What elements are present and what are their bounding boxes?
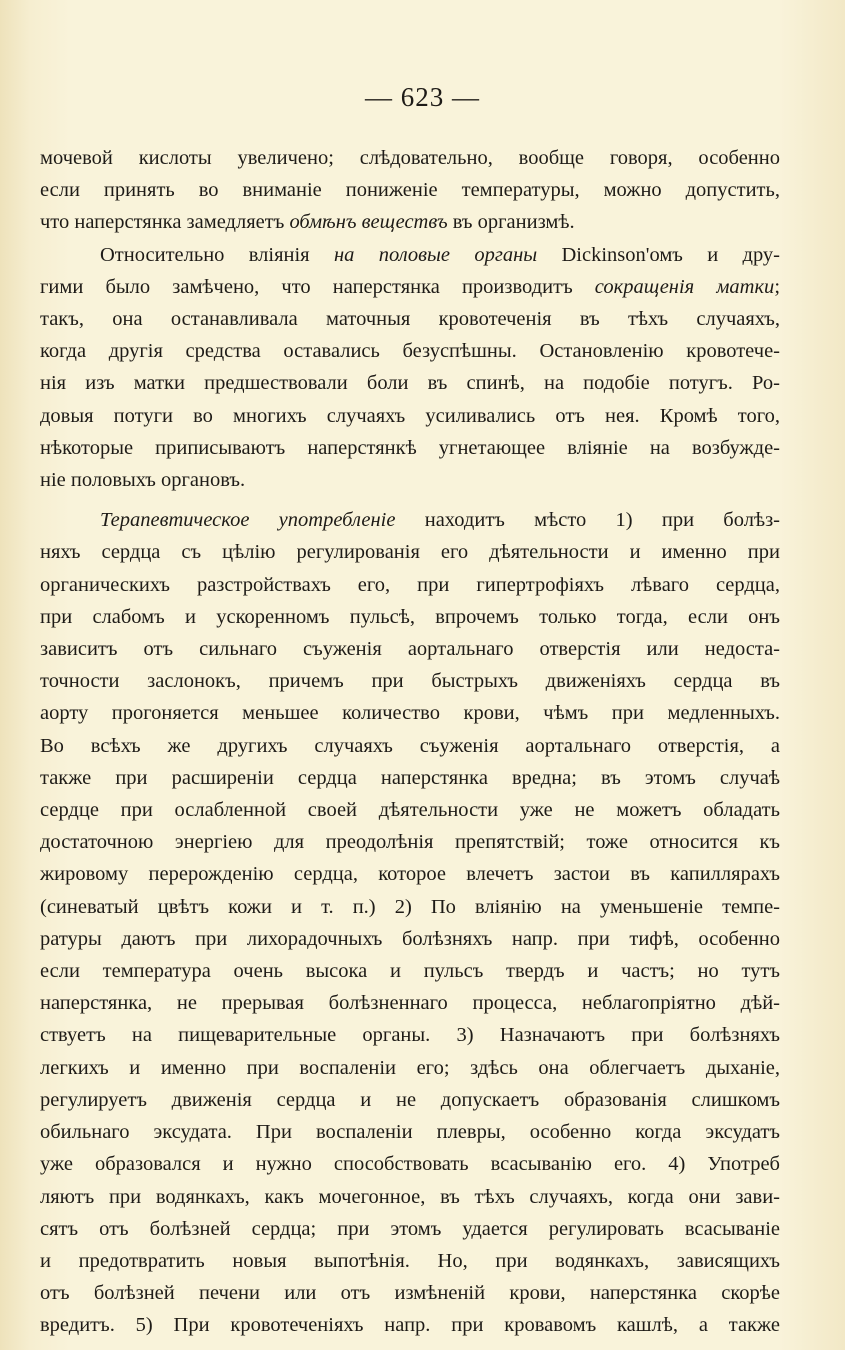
text-line: ратуры даютъ при лихорадочныхъ болѣзняхъ напр. при тифѣ, особенно: [40, 927, 780, 950]
text-line: обильнаго эксудата. При воспаленіи плевры, особенно когда эксудатъ: [40, 1121, 780, 1144]
text-line: при слабомъ и ускоренномъ пульсѣ, впрочемъ только тогда, если онъ: [40, 605, 780, 628]
text-line: уже образовался и нужно способствовать всасыванію его. 4) Употреб: [40, 1153, 780, 1176]
text-line: аорту прогоняется меньшее количество крови, чѣмъ при медленныхъ.: [40, 702, 780, 725]
text-line: Относительно вліянія на половые органы Dickinson'омъ и дру-: [100, 243, 781, 266]
text-line: достаточною энергіею для преодолѣнія препятствій; тоже относится къ: [40, 831, 780, 854]
text-line: когда другія средства оставались безуспѣшны. Остановленію кровотече-: [40, 340, 780, 363]
text-line: ніе половыхъ органовъ.: [40, 469, 246, 492]
text-line: отъ болѣзней печени или отъ измѣненій крови, наперстянка скорѣе: [40, 1282, 780, 1305]
page-number: — 623 —: [365, 82, 480, 112]
text-line: мочевой кислоты увеличено; слѣдовательно, вообще говоря, особенно: [40, 147, 780, 169]
text-line: довыя потуги во многихъ случаяхъ усиливались отъ нея. Кромѣ того,: [40, 404, 780, 427]
text-line: вредитъ. 5) При кровотеченіяхъ напр. при кровавомъ кашлѣ, а также: [40, 1314, 780, 1337]
text-line: и предотвратить новыя выпотѣнія. Но, при водянкахъ, зависящихъ: [40, 1249, 780, 1272]
text-line: точности заслонокъ, причемъ при быстрыхъ движеніяхъ сердца въ: [40, 670, 780, 693]
text-line: Терапевтическое употребленіе находитъ мѣсто 1) при болѣз-: [100, 509, 780, 532]
text-line: также при расширеніи сердца наперстянка вредна; въ этомъ случаѣ: [40, 766, 780, 789]
text-line: сердце при ослабленной своей дѣятельности уже не можетъ обладать: [40, 799, 780, 822]
text-line: если температура очень высока и пульсъ твердъ и частъ; но тутъ: [40, 960, 780, 983]
emphasis: обмѣнъ веществъ: [289, 211, 448, 234]
text-line: легкихъ и именно при воспаленіи его; здѣсь она облегчаетъ дыханіе,: [40, 1056, 780, 1079]
body-text: [40, 142, 780, 1342]
emphasis: на половые органы: [333, 243, 538, 266]
emphasis: Терапевтическое употребленіе: [100, 509, 396, 532]
text-line: гими было замѣчено, что наперстянка производитъ сокращенія матки;: [40, 275, 781, 298]
text-line: (синеватый цвѣтъ кожи и т. п.) 2) По вліянію на уменьшеніе темпе-: [40, 895, 780, 918]
text-line: регулируетъ движенія сердца и не допускаетъ образованія слишкомъ: [40, 1088, 780, 1111]
text-line: Во всѣхъ же другихъ случаяхъ съуженія аортальнаго отверстія, а: [40, 734, 780, 757]
text-line: няхъ сердца съ цѣлію регулированія его дѣятельности и именно при: [40, 541, 780, 564]
text-line: сятъ отъ болѣзней сердца; при этомъ удается регулировать всасываніе: [40, 1217, 780, 1240]
text-line: органическихъ разстройствахъ его, при гипертрофіяхъ лѣваго сердца,: [40, 573, 780, 596]
text-line: что наперстянка замедляетъ обмѣнъ веществъ въ организмѣ.: [40, 211, 575, 234]
text-line: наперстянка, не прерывая болѣзненнаго процесса, неблагопріятно дѣй-: [40, 992, 780, 1015]
text-line: такъ, она останавливала маточныя кровотеченія въ тѣхъ случаяхъ,: [40, 308, 780, 331]
emphasis: сокращенія матки: [594, 275, 775, 298]
text-line: зависитъ отъ сильнаго съуженія аортальнаго отверстія или недоста-: [40, 638, 780, 661]
text-line: нѣкоторые приписываютъ наперстянкѣ угнетающее вліяніе на возбужде-: [40, 436, 780, 459]
text-line: ствуетъ на пищеварительные органы. 3) Назначаютъ при болѣзняхъ: [40, 1024, 780, 1047]
text-line: ляютъ при водянкахъ, какъ мочегонное, въ тѣхъ случаяхъ, когда они зави-: [40, 1185, 780, 1208]
text-line: нія изъ матки предшествовали боли въ спинѣ, на подобіе потугъ. Ро-: [40, 372, 780, 395]
text-line: если принять во вниманіе пониженіе температуры, можно допустить,: [40, 179, 780, 202]
text-line: жировому перерожденію сердца, которое влечетъ застои въ капиллярахъ: [40, 863, 780, 886]
